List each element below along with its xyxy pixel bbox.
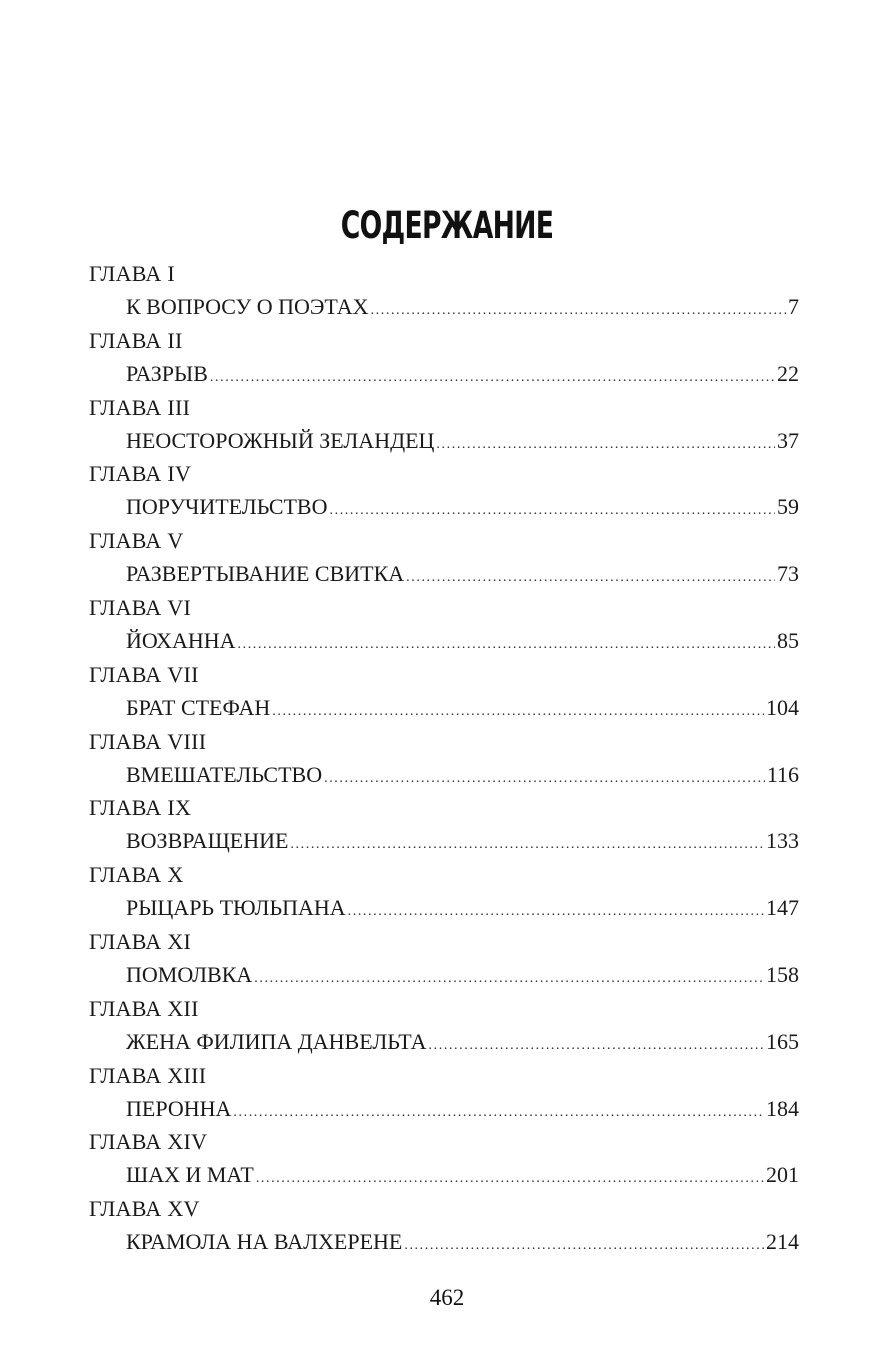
- toc-list: [89, 259, 799, 1261]
- chapter-title: ПОМОЛВКА: [126, 961, 253, 987]
- chapter-label: ГЛАВА XI: [89, 928, 192, 954]
- chapter-title: РАЗРЫВ: [126, 360, 208, 386]
- chapter-title: КРАМОЛА НА ВАЛХЕРЕНЕ: [126, 1229, 403, 1255]
- page-number: 165: [766, 1028, 799, 1054]
- dot-leader: [436, 430, 775, 460]
- chapter-label: ГЛАВА XIII: [89, 1062, 207, 1088]
- toc-chapter: [89, 727, 799, 794]
- chapter-title: ШАХ И МАТ: [126, 1162, 254, 1188]
- toc-entry: [126, 559, 799, 593]
- chapter-label: ГЛАВА VII: [89, 661, 199, 687]
- toc-entry: [126, 626, 799, 660]
- chapter-title: БРАТ СТЕФАН: [126, 694, 271, 720]
- dot-leader: [233, 1098, 764, 1128]
- chapter-label: ГЛАВА II: [89, 327, 183, 353]
- toc-chapter: [89, 793, 799, 860]
- dot-leader: [429, 1031, 764, 1061]
- chapter-title: НЕОСТОРОЖНЫЙ ЗЕЛАНДЕЦ: [126, 427, 435, 453]
- page-number: 214: [766, 1229, 799, 1255]
- chapter-title: К ВОПРОСУ О ПОЭТАХ: [126, 294, 369, 319]
- dot-leader: [404, 1231, 764, 1261]
- toc-chapter: [89, 927, 799, 994]
- chapter-title: ВОЗВРАЩЕНИЕ: [126, 828, 289, 854]
- chapter-label: ГЛАВА X: [89, 862, 184, 888]
- page-number: 37: [777, 427, 799, 453]
- dot-leader: [406, 563, 775, 593]
- chapter-title: РЫЦАРЬ ТЮЛЬПАНА: [126, 895, 346, 921]
- toc-entry: [126, 693, 799, 727]
- chapter-label: ГЛАВА VI: [89, 594, 192, 620]
- toc-chapter: [89, 393, 799, 460]
- chapter-title: РАЗВЕРТЫВАНИЕ СВИТКА: [126, 561, 405, 587]
- toc-chapter: [89, 1194, 799, 1261]
- dot-leader: [254, 964, 764, 994]
- folio-page-number: 462: [429, 1285, 465, 1310]
- dot-leader: [348, 897, 764, 927]
- page-number: 85: [777, 627, 799, 653]
- chapter-label: ГЛАВА XIV: [89, 1129, 208, 1155]
- chapter-title: ПОРУЧИТЕЛЬСТВО: [126, 494, 328, 520]
- toc-chapter: [89, 593, 799, 660]
- chapter-label: ГЛАВА VIII: [89, 728, 207, 754]
- page-number: 201: [766, 1162, 799, 1188]
- dot-leader: [324, 764, 765, 794]
- dot-leader: [238, 630, 776, 660]
- toc-chapter: [89, 459, 799, 526]
- toc-chapter: [89, 994, 799, 1061]
- toc-chapter: [89, 860, 799, 927]
- chapter-title: ЙОХАННА: [126, 627, 236, 653]
- toc-entry: [126, 426, 799, 460]
- toc-chapter: [89, 660, 799, 727]
- dot-leader: [371, 296, 786, 326]
- toc-entry: [126, 893, 799, 927]
- page-number: 22: [777, 360, 799, 386]
- chapter-title: ВМЕШАТЕЛЬСТВО: [126, 761, 323, 787]
- toc-entry: [126, 492, 799, 526]
- page-number: 147: [766, 895, 799, 921]
- chapter-label: ГЛАВА V: [89, 528, 184, 554]
- toc-entry: [126, 1227, 799, 1261]
- page-number: 7: [788, 294, 799, 319]
- chapter-label: ГЛАВА XII: [89, 995, 199, 1021]
- toc-entry: [126, 359, 799, 393]
- toc-entry: [126, 1160, 799, 1194]
- toc-chapter: [89, 259, 799, 326]
- page-number: 184: [766, 1095, 799, 1121]
- toc-entry: [126, 826, 799, 860]
- toc-chapter: [89, 1127, 799, 1194]
- toc-entry: [126, 960, 799, 994]
- chapter-label: ГЛАВА III: [89, 394, 191, 420]
- toc-entry: [126, 1094, 799, 1128]
- dot-leader: [210, 363, 775, 393]
- dot-leader: [272, 697, 764, 727]
- toc-entry: [126, 1027, 799, 1061]
- toc-chapter: [89, 1061, 799, 1128]
- page-number: 59: [777, 494, 799, 520]
- chapter-label: ГЛАВА I: [89, 261, 175, 286]
- toc-chapter: [89, 326, 799, 393]
- chapter-title: ЖЕНА ФИЛИПА ДАНВЕЛЬТА: [126, 1028, 427, 1054]
- toc-entry: [126, 292, 799, 326]
- page-number: 133: [766, 828, 799, 854]
- chapter-label: ГЛАВА IX: [89, 795, 192, 821]
- toc-chapter: [89, 526, 799, 593]
- toc-heading: СОДЕРЖАНИЕ: [340, 204, 554, 247]
- page-number: 73: [777, 561, 799, 587]
- chapter-label: ГЛАВА XV: [89, 1196, 200, 1222]
- page-number: 116: [766, 761, 799, 787]
- dot-leader: [256, 1164, 764, 1194]
- dot-leader: [290, 830, 764, 860]
- toc-entry: [126, 760, 799, 794]
- chapter-title: ПЕРОННА: [126, 1095, 232, 1121]
- page-number: 158: [766, 961, 799, 987]
- dot-leader: [330, 496, 776, 526]
- chapter-label: ГЛАВА IV: [89, 461, 192, 487]
- page-number: 104: [766, 694, 799, 720]
